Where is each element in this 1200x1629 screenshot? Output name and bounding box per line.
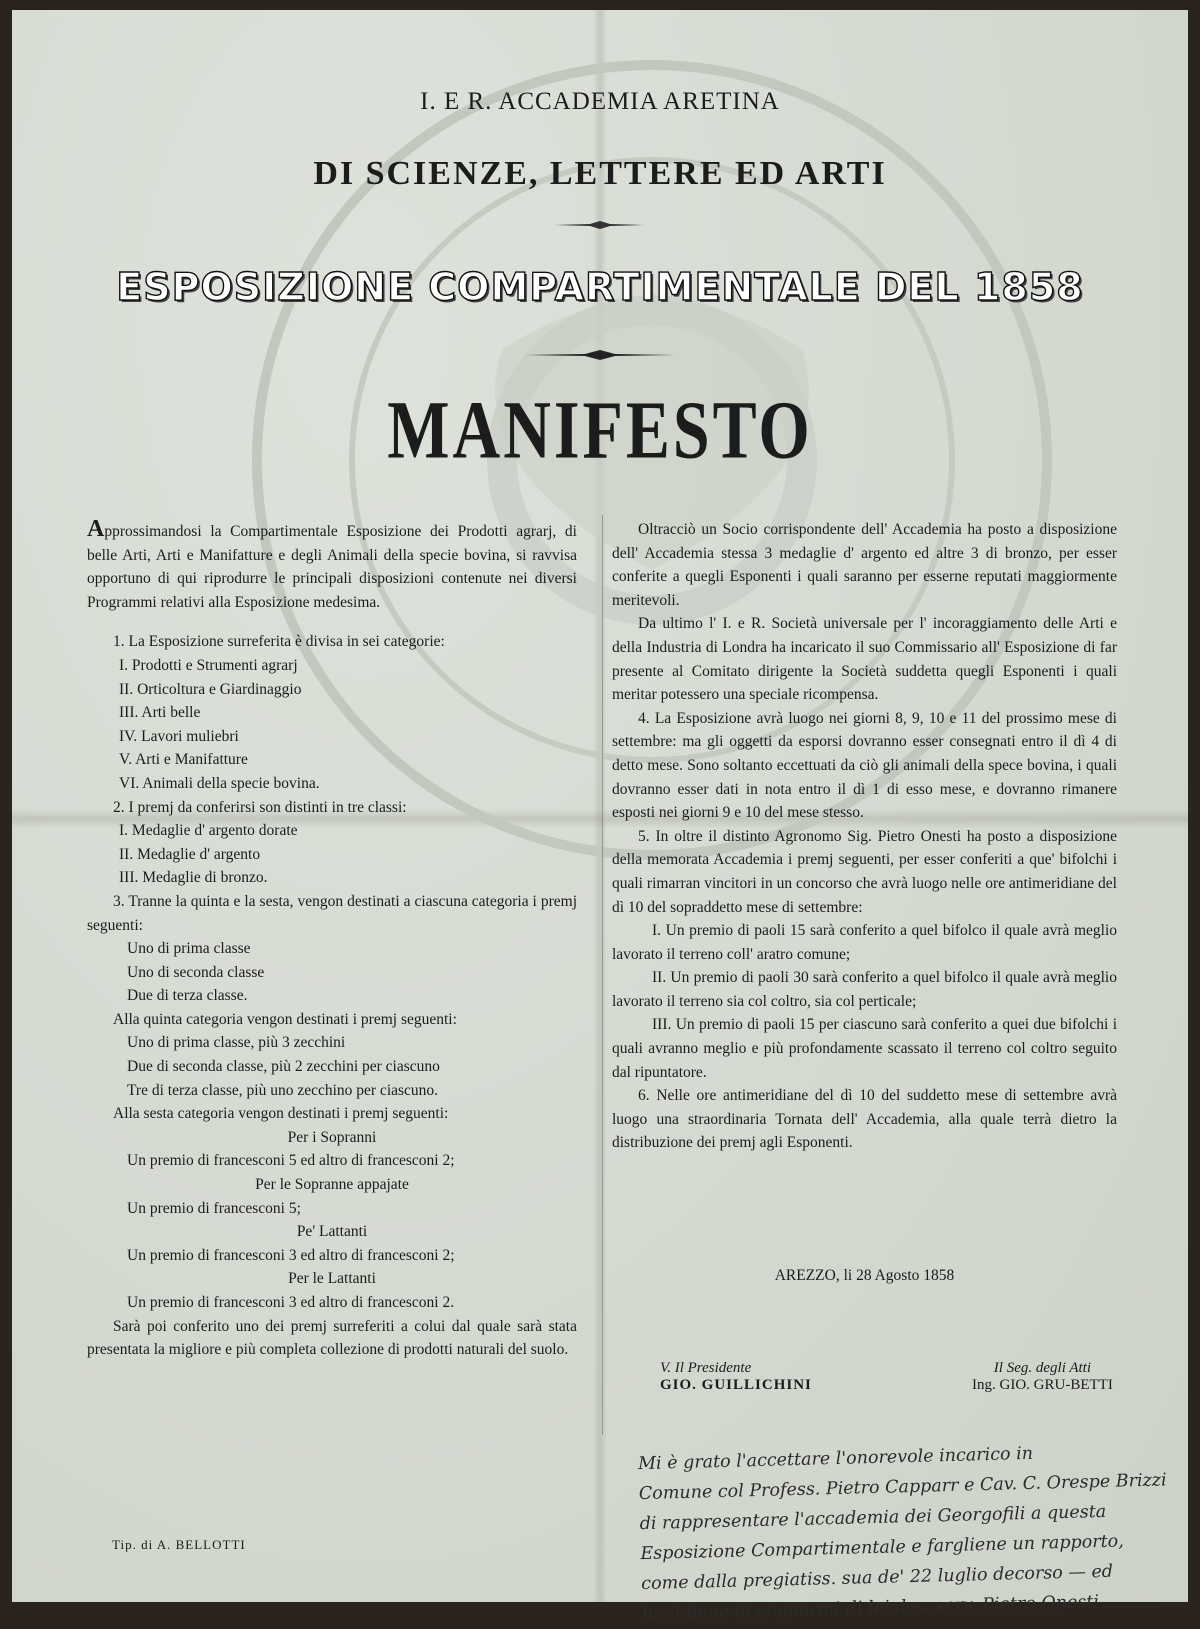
handwritten-line: Esposizione Compartimentale e fargliene un rapporto, <box>640 1531 1125 1565</box>
list-item: Alla sesta categoria vengon destinati i premj seguenti: <box>113 1105 449 1123</box>
date-line: AREZZO, li 28 Agosto 1858 <box>774 1267 955 1284</box>
list-subheading: Pe' Lattanti <box>296 1223 368 1241</box>
list-item: Uno di prima classe, più 3 zecchini <box>127 1034 346 1052</box>
paragraph: I. Un premio di paoli 15 sarà conferito a quel bifolco il quale avrà meglio lavorato il terreno coll' aratro comune; <box>612 922 1117 963</box>
paragraph: 5. In oltre il distinto Agronomo Sig. Pietro Onesti ha posto a disposizione della memorata Accademia i premj seguenti, per esser conferiti a que' bifolchi i quali rimarran vincitori in un concorso che avrà luogo nelle ore antimeridiane del dì 10 del sopraddetto mese di settembre: <box>612 827 1117 916</box>
list-item: Un premio di francesconi 5 ed altro di francesconi 2; <box>127 1152 455 1170</box>
list-item: Uno di seconda classe <box>127 963 265 981</box>
list-item: Tre di terza classe, più uno zecchino per ciascuno. <box>127 1081 439 1099</box>
president-name: GIO. GUILLICHINI <box>660 1377 812 1393</box>
president-role: V. Il Presidente <box>660 1360 752 1376</box>
list-item: V. Arti e Manifatture <box>119 751 248 769</box>
secretary-signature <box>972 1360 1113 1394</box>
list-item: 1. La Esposizione surreferita è divisa in sei categorie: <box>113 633 445 651</box>
secretary-name: Ing. GIO. GRU-BETTI <box>972 1377 1113 1393</box>
list-subheading: Per i Sopranni <box>287 1128 377 1146</box>
president-signature <box>660 1360 812 1394</box>
paragraph: Oltracciò un Socio corrispondente dell' Accademia ha posto a disposizione dell' Accademia stessa 3 medaglie d' argento ed altre 3 di bronzo, per esser conferite a quegli Esponenti i quali saranno per esserne reputati maggiormente meritevoli. <box>612 521 1117 609</box>
list-item: III. Arti belle <box>119 704 201 722</box>
paragraph: 6. Nelle ore antimeridiane del dì 10 del suddetto mese di settembre avrà luogo una straordinaria Tornata dell' Accademia, alla quale terrà dietro la distribuzione dei premj agli Esponenti. <box>612 1087 1117 1152</box>
list-item: I. Prodotti e Strumenti agrarj <box>119 656 298 674</box>
list-item: III. Medaglie di bronzo. <box>119 869 268 887</box>
manifesto-sheet <box>12 10 1188 1625</box>
column-divider <box>602 515 603 1435</box>
page-title: MANIFESTO <box>387 384 813 476</box>
list-item: Due di terza classe. <box>127 987 248 1005</box>
list-item: 2. I premj da conferirsi son distinti in tre classi: <box>113 798 407 816</box>
list-item: II. Medaglie d' argento <box>119 845 261 863</box>
handwritten-line: ho il bene di segnarmi di lei dev. serv. Pietro Onesti <box>641 1592 1100 1625</box>
list-item: Alla quinta categoria vengon destinati i premj seguenti: <box>113 1010 457 1028</box>
right-column <box>612 518 1117 1155</box>
list-item: VI. Animali della specie bovina. <box>119 774 320 792</box>
list-item: Uno di prima classe <box>127 940 251 958</box>
list-subheading: Per le Sopranne appajate <box>255 1176 409 1194</box>
left-column <box>87 518 577 1362</box>
list-subheading: Per le Lattanti <box>288 1270 376 1288</box>
secretary-role: Il Seg. degli Atti <box>993 1360 1092 1376</box>
drop-cap: A <box>87 516 105 542</box>
handwritten-line: come dalla pregiatiss. sua de' 22 luglio decorso — ed <box>641 1561 1114 1595</box>
exhibition-title: ESPOSIZIONE COMPARTIMENTALE DEL 1858 <box>116 265 1084 309</box>
handwritten-line: Comune col Profess. Pietro Capparr e Cav. C. Orespe Brizzi <box>638 1470 1167 1505</box>
academy-subtitle: DI SCIENZE, LETTERE ED ARTI <box>313 155 887 192</box>
list-item: IV. Lavori muliebri <box>119 727 239 745</box>
paragraph: Da ultimo l' I. e R. Società universale per l' incoraggiamento delle Arti e della Industria di Londra ha incaricato il suo Commissario all' Esposizione di far presente al Comitato dirigente la Società suddetta quegli Esponenti i quali meritar potessero una speciale ricompensa. <box>612 615 1117 704</box>
handwritten-line: Mi è grato l'accettare l'onorevole incarico in <box>637 1443 1034 1475</box>
list-item: II. Orticoltura e Giardinaggio <box>119 680 302 698</box>
ornament-divider-icon <box>555 220 645 230</box>
paragraph: II. Un premio di paoli 30 sarà conferito a quel bifolco il quale avrà meglio lavorato il terreno sia col coltro, sia col perticale; <box>612 969 1117 1010</box>
list-item: Due di seconda classe, più 2 zecchini per ciascuno <box>127 1058 440 1076</box>
handwritten-line: di rappresentare l'accademia dei Georgofili a questa <box>639 1501 1107 1535</box>
ornament-divider-icon <box>525 350 675 360</box>
handwritten-note <box>638 1435 1188 1629</box>
list-item: I. Medaglie d' argento dorate <box>119 822 298 840</box>
paragraph: III. Un premio di paoli 15 per ciascuno sarà conferito a quei due bifolchi i quali avranno meglio e più profondamente scassato il terreno col coltro seguito dal ripuntatore. <box>612 1016 1117 1081</box>
list-item: Un premio di francesconi 5; <box>127 1199 301 1217</box>
list-item: Un premio di francesconi 3 ed altro di francesconi 2. <box>127 1294 455 1311</box>
paragraph: 4. La Esposizione avrà luogo nei giorni 8, 9, 10 e 11 del prossimo mese di settembre: ma gli oggetti da esporsi dovranno esser consegnati entro il dì 4 di detto mese. Sono soltanto eccettuati da ciò gli animali della spece bovina, i quali dovranno esser dati in nota entro il dì 1 di esso mese, e dovranno rimanere esposti nei giorni 9 e 10 del mese stesso. <box>612 709 1117 822</box>
list-item: 3. Tranne la quinta e la sesta, vengon destinati a ciascuna categoria i premj seguenti: <box>87 892 577 934</box>
printer-credit: Tip. di A. BELLOTTI <box>112 1537 246 1552</box>
intro-paragraph: Approssimandosi la Compartimentale Esposizione dei Prodotti agrarj, di belle Arti, Arti e Manifatture e degli Animali della specie bovina, si ravvisa opportuno di qui riprodurre le principali disposizioni contenute nei diversi Programmi relativi alla Esposizione medesima. <box>87 516 577 611</box>
academy-name: I. E R. ACCADEMIA ARETINA <box>420 88 780 115</box>
closing-paragraph: Sarà poi conferito uno dei premj surreferiti a colui dal quale sarà stata presentata la migliore e più completa collezione di prodotti naturali del suolo. <box>87 1317 577 1359</box>
list-item: Un premio di francesconi 3 ed altro di francesconi 2; <box>127 1246 455 1264</box>
